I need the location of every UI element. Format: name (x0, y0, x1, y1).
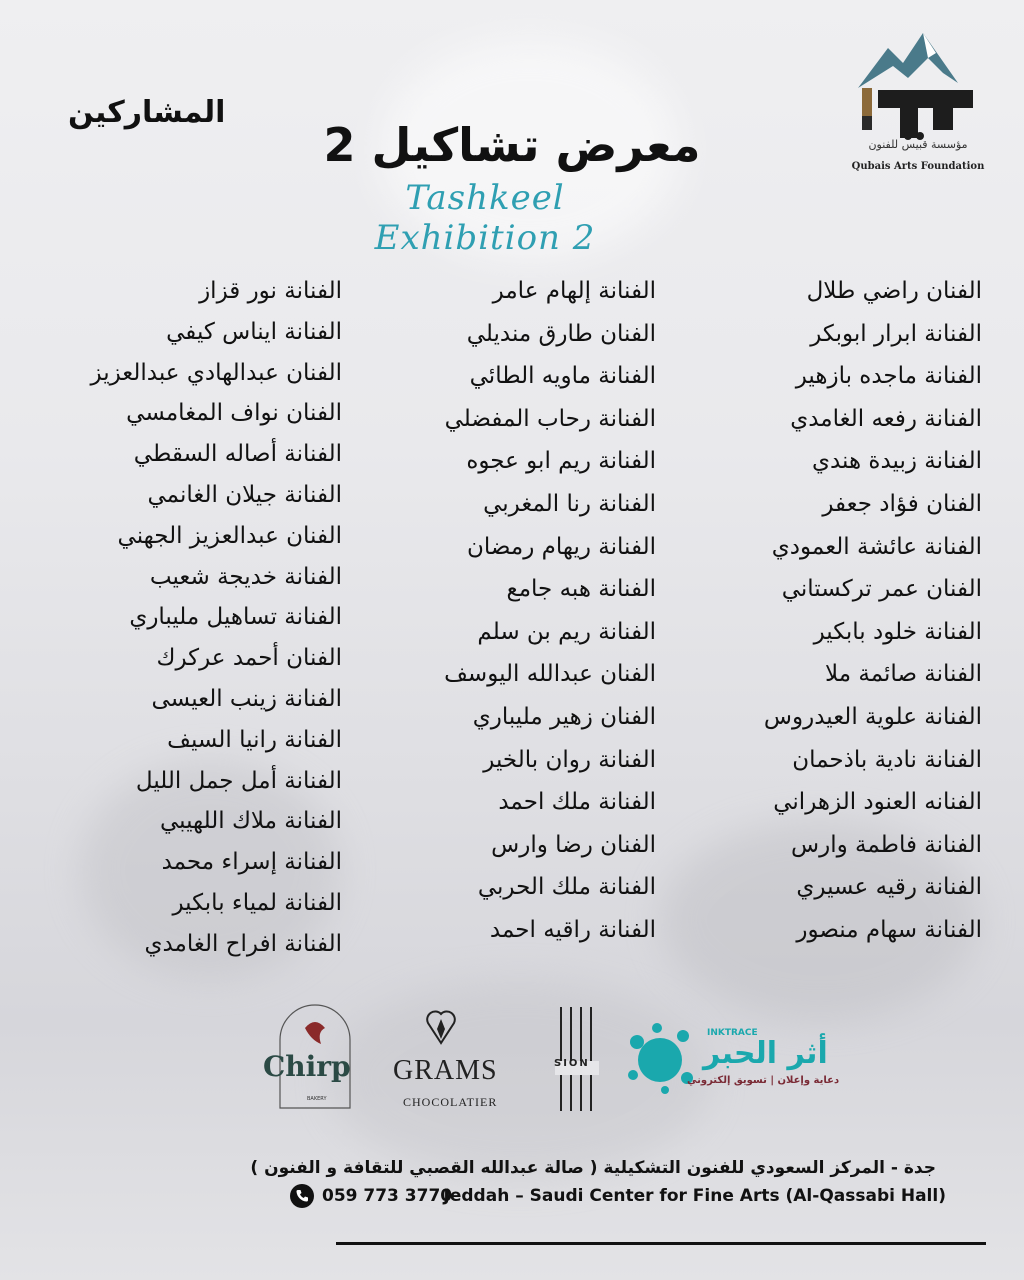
participant-name: الفنانة أصاله السقطي (133, 441, 342, 468)
participant-name: الفنان نواف المغامسي (126, 400, 342, 427)
participants-right-column (764, 280, 982, 962)
phone-icon (290, 1184, 314, 1208)
participant-name: الفنانة تساهيل مليباري (129, 604, 342, 631)
participant-name: الفنانة رفعه الغامدي (790, 405, 982, 432)
footer-divider (336, 1242, 986, 1245)
participant-name: الفنانة زينب العيسى (151, 685, 342, 712)
participant-name: الفنان زهير مليباري (472, 703, 656, 730)
participant-name: الفنان راضي طلال (806, 278, 982, 304)
participant-name: الفنانة أمل جمل الليل (135, 767, 342, 794)
participants-left-column (91, 280, 343, 974)
inktrace-label: INKTRACE (707, 1028, 758, 1038)
participant-name: الفنانة زبيدة هندي (811, 448, 982, 475)
participant-name: الفنانه العنود الزهراني (773, 789, 982, 816)
sion-word: SION (554, 1058, 590, 1069)
inktrace-tagline: دعاية وإعلان | تسويق إلكتروني (687, 1075, 840, 1086)
participant-name: الفنانة عائشة العمودي (771, 533, 982, 560)
participant-name: الفنانة ملاك اللهيبي (159, 808, 342, 835)
participant-name: الفنانة ريم بن سلم (477, 618, 656, 645)
participant-name: الفنان طارق منديلي (466, 320, 656, 347)
participant-name: الفنانة نادية باذحمان (792, 746, 982, 773)
participant-name: الفنانة ماويه الطائي (469, 363, 656, 390)
participant-name: الفنان فؤاد جعفر (822, 490, 982, 517)
participant-name: الفنانة هبه جامع (506, 576, 656, 603)
exhibition-title-en: Tashkeel Exhibition 2 (374, 178, 596, 258)
logo-name-ar: مؤسسة قبيس للفنون (868, 138, 968, 151)
participant-name: الفنانة ماجده بازهير (795, 363, 982, 390)
participant-name: الفنان عمر تركستاني (781, 576, 982, 603)
venue-en: Jeddah – Saudi Center for Fine Arts (Al-Qassabi Hall) (443, 1186, 946, 1206)
participant-name: الفنانة علوية العيدروس (763, 703, 982, 730)
participant-name: الفنانة صائمة ملا (825, 661, 982, 688)
participant-name: الفنان عبدالعزيز الجهني (117, 522, 342, 549)
participant-name: الفنانة خلود بابكير (813, 618, 982, 645)
grams-logo: GRAMS (393, 1055, 498, 1086)
participant-name: الفنانة ابرار ابوبكر (810, 320, 982, 347)
participant-name: الفنانة إلهام عامر (492, 278, 656, 304)
sponsors-row (255, 1000, 855, 1115)
participant-name: الفنانة رانيا السيف (167, 726, 342, 753)
participant-name: الفنانة فاطمة وارس (791, 831, 982, 858)
participants-heading: المشاركين (68, 95, 226, 130)
participant-name: الفنان عبدالله اليوسف (444, 661, 656, 688)
participant-name: الفنانة نور قزاز (199, 278, 342, 304)
venue-ar: جدة - المركز السعودي للفنون التشكيلية ( صالة عبدالله القصبي للتقافة و الفنون ) (250, 1158, 936, 1178)
participant-name: الفنانة افراح الغامدي (144, 930, 342, 957)
chirp-logo: Chirp (263, 1050, 351, 1083)
phone-number: 059 773 3770 (322, 1186, 453, 1206)
grams-sub: CHOCOLATIER (403, 1095, 498, 1109)
participant-name: الفنانة ملك احمد (498, 789, 656, 816)
exhibition-title-ar: معرض تشاكيل 2 (323, 118, 701, 172)
logo-name-en: Qubais Arts Foundation (851, 161, 985, 172)
participant-name: الفنانة خديجة شعيب (149, 563, 342, 590)
participant-name: الفنانة إسراء محمد (161, 849, 342, 876)
chirp-sub: BAKERY (307, 1096, 327, 1102)
participant-name: الفنانة لمياء بابكير (172, 889, 342, 916)
participants-middle-column (444, 280, 656, 962)
participant-name: الفنان عبدالهادي عبدالعزيز (90, 359, 342, 386)
phone-row (290, 1184, 452, 1208)
qubais-logo (848, 28, 988, 178)
participant-name: الفنانة رحاب المفضلي (444, 405, 656, 432)
participant-name: الفنان أحمد عركرك (156, 645, 342, 672)
participant-name: الفنانة راقيه احمد (489, 916, 656, 943)
grams-heart-icon (425, 1005, 457, 1045)
participant-name: الفنان رضا وارس (491, 831, 656, 858)
inktrace-splash-icon (625, 1020, 695, 1095)
participant-name: الفنانة روان بالخير (483, 746, 656, 773)
participant-name: الفنانة ريهام رمضان (467, 533, 656, 560)
inktrace-name-ar: أثر الحبر (703, 1036, 828, 1071)
participant-name: الفنانة ملك الحربي (477, 874, 656, 901)
participant-name: الفنانة ريم ابو عجوه (466, 448, 656, 475)
participant-name: الفنانة سهام منصور (796, 916, 982, 943)
participant-name: الفنانة رنا المغربي (483, 490, 656, 517)
participant-name: الفنانة رقيه عسيري (796, 874, 982, 901)
participant-name: الفنانة ايناس كيفي (166, 318, 342, 345)
participant-name: الفنانة جيلان الغانمي (147, 481, 342, 508)
